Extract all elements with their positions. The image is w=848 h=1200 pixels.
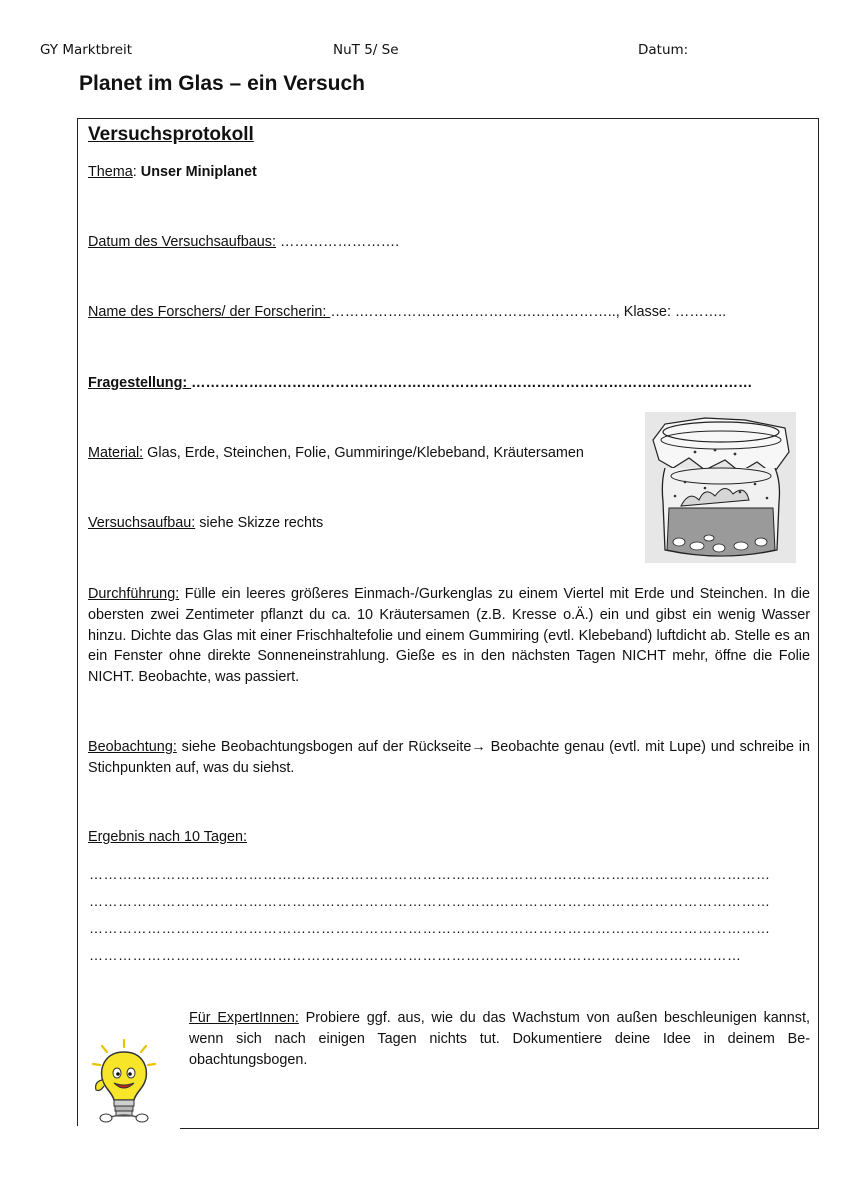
jar-sketch-image xyxy=(645,412,796,563)
box-notch xyxy=(76,1126,180,1132)
lightbulb-mascot-icon xyxy=(88,1038,160,1124)
beobachtung-label: Beobachtung: xyxy=(88,739,177,755)
beobachtung-text-b: Beobachte genau (evtl. mit Lupe) und schreibe in Stichpunkten auf, was du siehst. xyxy=(88,739,810,776)
thema-colon: : xyxy=(132,164,137,180)
answer-line-1: …………………………………………………………………………………………………………………………… xyxy=(89,866,771,882)
beobachtung-paragraph xyxy=(88,737,810,779)
protocol-heading: Versuchsprotokoll xyxy=(88,124,254,145)
experts-paragraph xyxy=(189,1008,810,1071)
datum-label: Datum des Versuchsaufbaus: xyxy=(88,234,276,250)
experts-text: Probiere ggf. aus, wie du das Wachstum von außen beschleunigen kannst, wenn sich nach einigen Tagen nichts tut. Dokumentiere deine Idee in deinem Be-obachtungsbogen. xyxy=(189,1010,810,1068)
page-title: Planet im Glas – ein Versuch xyxy=(79,72,365,95)
answer-line-4: ……………………………………………………………………………………………………………………… xyxy=(89,947,742,963)
material-label: Material: xyxy=(88,445,144,461)
answer-line-3: …………………………………………………………………………………………………………………………… xyxy=(89,920,771,936)
durchfuehrung-label: Durchführung: xyxy=(88,586,180,602)
material-line xyxy=(88,445,584,461)
thema-line xyxy=(88,164,257,180)
aufbau-value: siehe Skizze rechts xyxy=(195,515,324,531)
header-subject: NuT 5/ Se xyxy=(333,42,399,58)
klasse-field: , Klasse: ……….. xyxy=(615,304,727,320)
thema-label: Thema xyxy=(88,164,133,180)
aufbau-line xyxy=(88,515,323,531)
frage-label: Fragestellung: xyxy=(88,375,192,391)
beobachtung-text-a: siehe Beobachtungsbogen auf der Rückseite xyxy=(176,739,472,755)
frage-line xyxy=(88,375,752,391)
header-date-label: Datum: xyxy=(638,42,689,58)
aufbau-label: Versuchsaufbau: xyxy=(88,515,196,531)
name-line xyxy=(88,304,726,320)
durchfuehrung-paragraph xyxy=(88,584,810,688)
durchfuehrung-text: Fülle ein leeres größeres Einmach-/Gurkenglas zu einem Viertel mit Erde und Steinchen. In die obersten zwei Zentimeter pflanzt du ca. 10 Kräutersamen (z.B. Kresse o.Ä.) ein und gibst ein wenig Wasser hinzu. Dichte das Glas mit einer Frischhaltefolie und einem Gummiring (evtl. Klebeband) luftdicht ab. Stelle es an ein Fenster ohne direkte Sonneneinstrahlung. Gieße es in den nächsten Tagen NICHT mehr, öffne die Folie NICHT. Beobachte, was passiert. xyxy=(88,586,810,686)
name-blank: …………………………………….…………….. xyxy=(330,304,616,320)
header-school: GY Marktbreit xyxy=(40,42,133,58)
answer-line-2: …………………………………………………………………………………………………………………………… xyxy=(89,893,771,909)
material-value: Glas, Erde, Steinchen, Folie, Gummiringe/Klebeband, Kräutersamen xyxy=(143,445,584,461)
ergebnis-label: Ergebnis nach 10 Tagen: xyxy=(88,829,247,845)
thema-value: Unser Miniplanet xyxy=(140,164,257,180)
name-label: Name des Forschers/ der Forscherin: xyxy=(88,304,331,320)
ergebnis-line xyxy=(88,829,247,845)
experts-label: Für ExpertInnen: xyxy=(189,1010,299,1026)
frage-blank: ……………………………………………………………………………………………………… xyxy=(191,375,753,391)
datum-blank: ……………………. xyxy=(275,234,400,250)
arrow-icon: → xyxy=(471,739,486,755)
datum-line xyxy=(88,234,399,250)
